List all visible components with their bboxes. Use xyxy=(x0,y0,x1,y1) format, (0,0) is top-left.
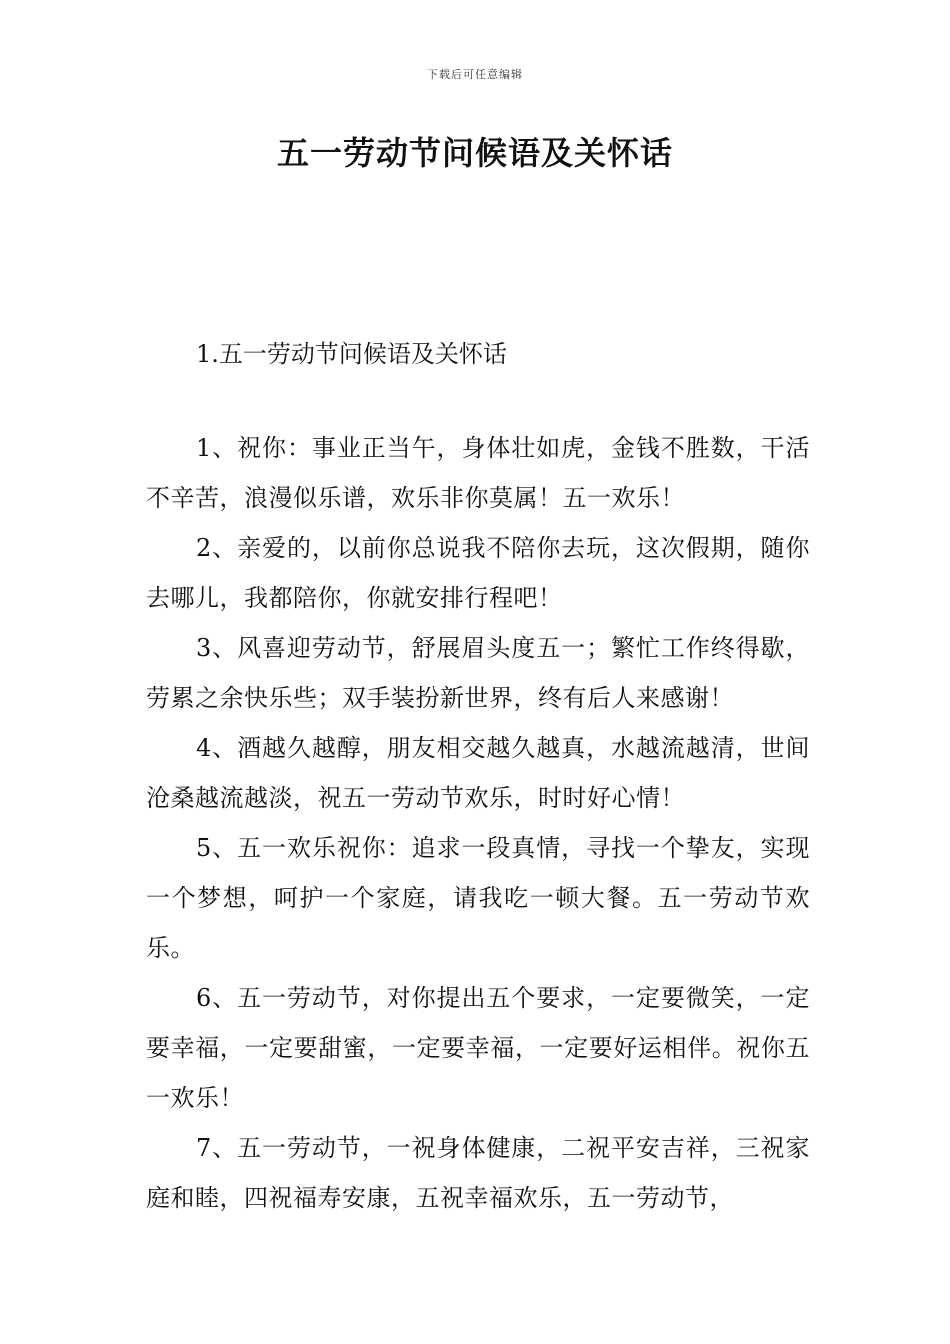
greeting-paragraph-5: 5、五一欢乐祝你：追求一段真情，寻找一个挚友，实现一个梦想，呵护一个家庭，请我吃一顿大餐。五一劳动节欢乐。 xyxy=(146,834,810,962)
section-heading: 1.五一劳动节问候语及关怀话 xyxy=(196,340,507,368)
greeting-paragraph-1: 1、祝你：事业正当午，身体壮如虎，金钱不胜数，干活不辛苦，浪漫似乐谱，欢乐非你莫属！五一欢乐！ xyxy=(146,434,810,512)
page-header-note: 下载后可任意编辑 xyxy=(427,68,523,81)
document-title: 五一劳动节问候语及关怀话 xyxy=(276,134,673,172)
greeting-paragraph-7: 7、五一劳动节，一祝身体健康，二祝平安吉祥，三祝家庭和睦，四祝福寿安康，五祝幸福欢乐，五一劳动节， xyxy=(146,1134,810,1212)
greeting-paragraph-2: 2、亲爱的，以前你总说我不陪你去玩，这次假期，随你去哪儿，我都陪你，你就安排行程吧！ xyxy=(146,534,810,612)
greeting-paragraph-6: 6、五一劳动节，对你提出五个要求，一定要微笑，一定要幸福，一定要甜蜜，一定要幸福，一定要好运相伴。祝你五一欢乐！ xyxy=(146,984,810,1112)
greeting-paragraph-3: 3、风喜迎劳动节，舒展眉头度五一；繁忙工作终得歇，劳累之余快乐些；双手装扮新世界，终有后人来感谢！ xyxy=(146,634,810,712)
document-body xyxy=(146,423,810,1223)
greeting-paragraph-4: 4、酒越久越醇，朋友相交越久越真，水越流越清，世间沧桑越流越淡，祝五一劳动节欢乐，时时好心情！ xyxy=(146,734,810,812)
